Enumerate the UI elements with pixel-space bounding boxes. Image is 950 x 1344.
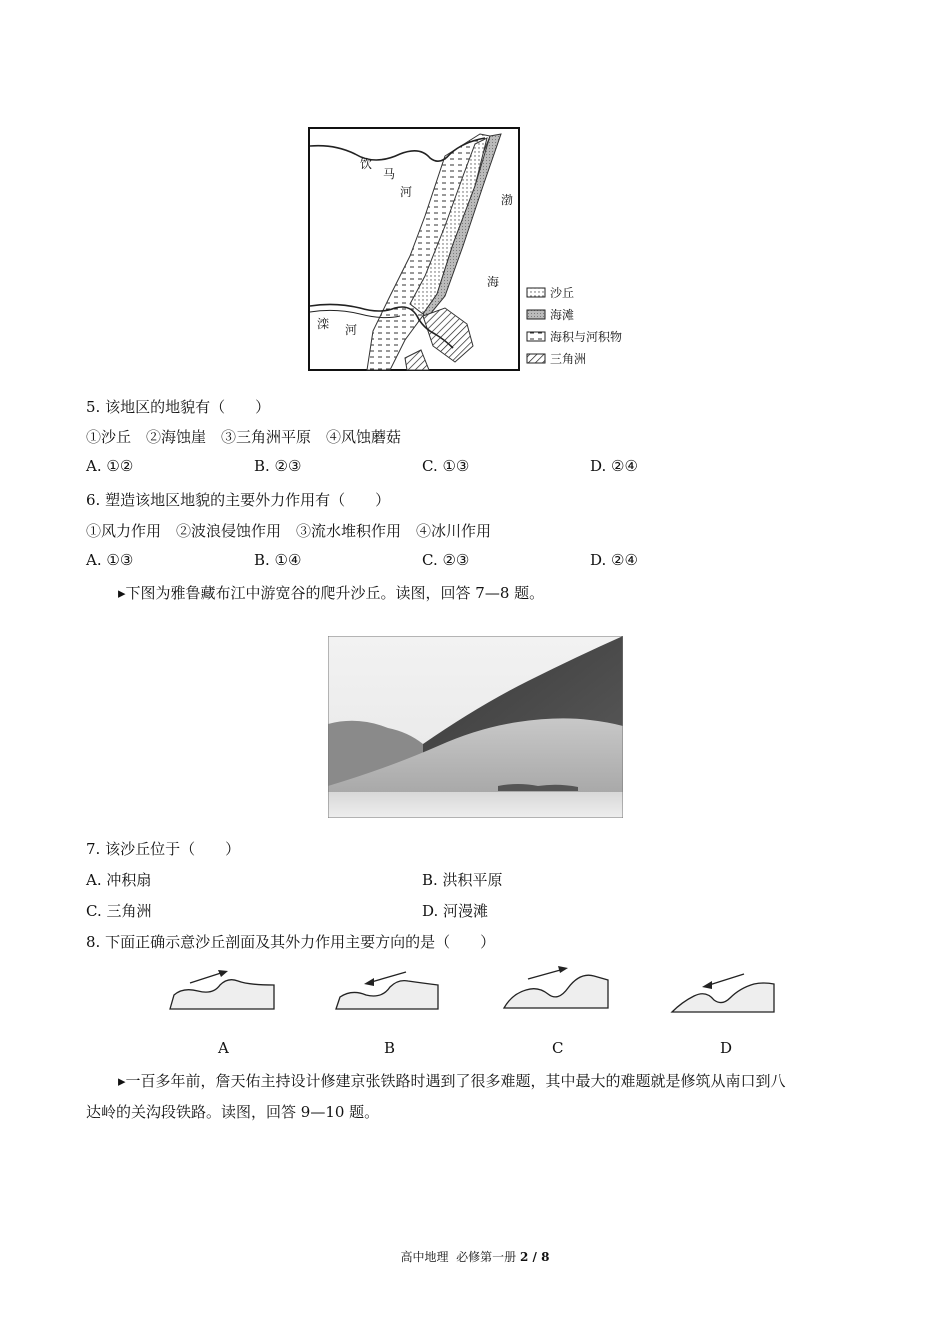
q7-option-b: B. 洪积平原 — [422, 871, 503, 889]
intro-q9-10-line2: 达岭的关沟段铁路。读图，回答 9—10 题。 — [86, 1103, 380, 1121]
q6-option-b: B. ①④ — [254, 551, 302, 569]
map-label-ma: 马 — [383, 167, 396, 181]
q5-items: ①沙丘 ②海蚀崖 ③三角洲平原 ④风蚀蘑菇 — [86, 428, 402, 446]
page-footer — [0, 1248, 950, 1265]
q5-stem: 5. 该地区的地貌有（ ） — [86, 398, 271, 416]
q6-stem: 6. 塑造该地区地貌的主要外力作用有（ ） — [86, 491, 391, 509]
q8-stem: 8. 下面正确示意沙丘剖面及其外力作用主要方向的是（ ） — [86, 933, 496, 951]
dune-profile-c — [502, 962, 612, 1012]
q7-option-d: D. 河漫滩 — [422, 902, 489, 920]
q6-option-c: C. ②③ — [422, 551, 470, 569]
q6-items: ①风力作用 ②波浪侵蚀作用 ③流水堆积作用 ④冰川作用 — [86, 522, 492, 540]
map-label-yin: 饮 — [360, 157, 373, 171]
map-label-bo: 渤 — [501, 193, 514, 207]
intro-q9-10-line1: ▸一百多年前，詹天佑主持设计修建京张铁路时遇到了很多难题，其中最大的难题就是修筑从南口到八 — [118, 1072, 786, 1090]
map-label-he1: 河 — [400, 185, 413, 199]
dune-profile-d — [670, 970, 780, 1016]
legend-deposits: 海积与河积物 — [550, 330, 623, 344]
q6-option-d: D. ②④ — [590, 551, 638, 569]
legend-delta: 三角洲 — [550, 352, 587, 366]
delta-map-figure — [305, 126, 650, 374]
q5-option-b: B. ②③ — [254, 457, 302, 475]
map-label-luan: 滦 — [317, 317, 330, 331]
q5-option-c: C. ①③ — [422, 457, 470, 475]
dune-profile-a — [168, 965, 278, 1013]
map-legend — [527, 285, 622, 366]
q5-option-d: D. ②④ — [590, 457, 638, 475]
q5-option-a: A. ①② — [86, 457, 134, 475]
map-label-he2: 河 — [345, 323, 358, 337]
map-label-hai: 海 — [487, 275, 500, 289]
legend-beach: 海滩 — [550, 308, 575, 322]
q7-option-a: A. 冲积扇 — [86, 871, 152, 889]
dune-label-a: A — [218, 1039, 229, 1057]
footer-text: 高中地理 必修第一册 — [400, 1250, 520, 1264]
page-number: 2 / 8 — [520, 1250, 550, 1264]
dune-label-c: C — [552, 1039, 564, 1057]
q7-option-c: C. 三角洲 — [86, 902, 152, 920]
dune-label-d: D — [720, 1039, 733, 1057]
dune-profile-b — [334, 965, 444, 1013]
climbing-dune-photo — [328, 636, 623, 818]
intro-q7-8: ▸下图为雅鲁藏布江中游宽谷的爬升沙丘。读图，回答 7—8 题。 — [118, 584, 545, 602]
q7-stem: 7. 该沙丘位于（ ） — [86, 840, 241, 858]
q6-option-a: A. ①③ — [86, 551, 134, 569]
dune-label-b: B — [384, 1039, 396, 1057]
legend-dune: 沙丘 — [550, 286, 575, 300]
